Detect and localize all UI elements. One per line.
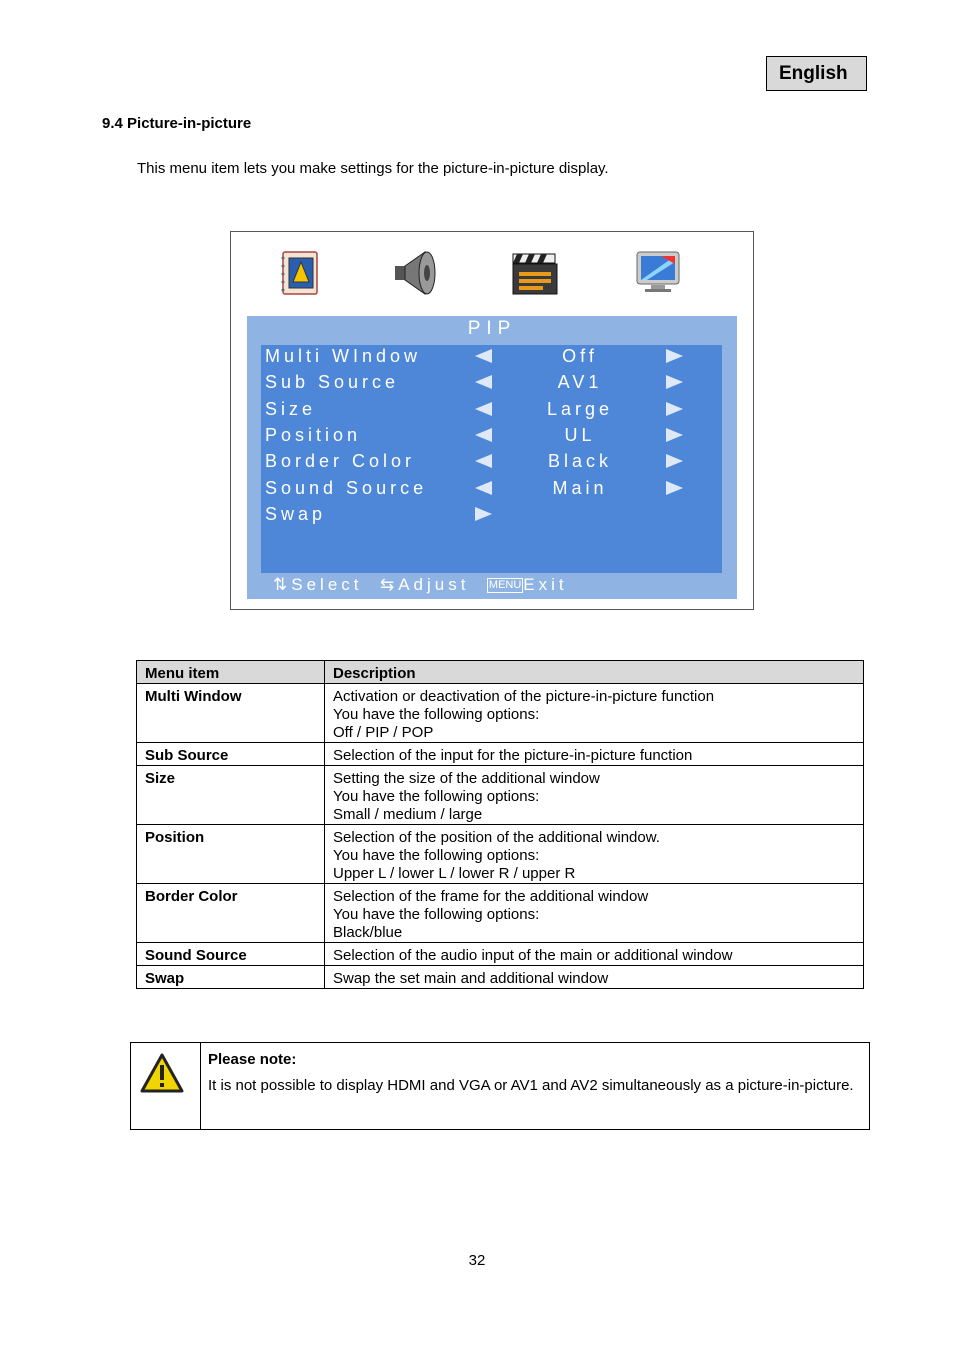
- osd-row-size[interactable]: [265, 399, 715, 425]
- menu-key-icon: MENU: [488, 579, 522, 591]
- description-line: Upper L / lower L / lower R / upper R: [333, 865, 576, 882]
- description-line: Selection of the frame for the additional window: [333, 888, 649, 905]
- arrow-right-icon[interactable]: [666, 481, 683, 495]
- osd-row-value: UL: [564, 425, 596, 445]
- speaker-icon: [391, 248, 441, 298]
- osd-row-value: Off: [562, 346, 598, 366]
- description-line: Selection of the position of the additional window.: [333, 829, 660, 846]
- arrow-left-icon[interactable]: [475, 454, 492, 468]
- menu-description-table: [136, 660, 864, 989]
- osd-row-border-color[interactable]: [265, 451, 715, 477]
- osd-row-label: Position: [265, 425, 362, 445]
- section-heading: 9.4 Picture-in-picture: [102, 115, 252, 132]
- adjust-hint: Adjust: [398, 575, 470, 594]
- description-line: Selection of the input for the picture-in-picture function: [333, 747, 693, 764]
- osd-row-label: Multi WIndow: [265, 346, 422, 366]
- description-line: Small / medium / large: [333, 806, 483, 823]
- column-header-menu-item: Menu item: [137, 661, 325, 684]
- arrow-right-icon[interactable]: [475, 507, 492, 521]
- select-hint: Select: [291, 575, 363, 594]
- description-line: Swap the set main and additional window: [333, 970, 609, 987]
- column-header-description: Description: [325, 661, 864, 684]
- up-down-arrows-icon: ⇅: [273, 575, 292, 594]
- description-cell: [325, 825, 864, 884]
- osd-row-swap[interactable]: [265, 504, 715, 530]
- description-cell: [325, 743, 864, 766]
- arrow-right-icon[interactable]: [666, 349, 683, 363]
- osd-row-multi-window[interactable]: [265, 346, 715, 372]
- description-line: Black/blue: [333, 924, 403, 941]
- table-row: [137, 766, 864, 825]
- table-row: [137, 966, 864, 989]
- osd-row-value: AV1: [557, 372, 603, 392]
- table-row: [137, 884, 864, 943]
- menu-item-cell: Sub Source: [137, 743, 325, 766]
- osd-row-value: Large: [546, 399, 614, 419]
- description-cell: [325, 884, 864, 943]
- note-title: Please note:: [208, 1051, 297, 1068]
- pip-menu-list: [261, 345, 722, 573]
- arrow-right-icon[interactable]: [666, 454, 683, 468]
- osd-row-sound-source[interactable]: [265, 478, 715, 504]
- osd-screenshot: [230, 231, 754, 610]
- arrow-left-icon[interactable]: [475, 428, 492, 442]
- arrow-left-icon[interactable]: [475, 481, 492, 495]
- intro-text: This menu item lets you make settings for the picture-in-picture display.: [137, 160, 609, 177]
- osd-row-label: Size: [265, 399, 317, 419]
- note-box: [130, 1042, 870, 1130]
- page-number: 32: [468, 1252, 486, 1269]
- arrow-left-icon[interactable]: [475, 375, 492, 389]
- left-right-arrows-icon: ⇆: [379, 575, 399, 594]
- exit-hint: Exit: [523, 575, 568, 594]
- menu-item-cell: Sound Source: [137, 943, 325, 966]
- language-tab: English: [766, 56, 867, 91]
- osd-row-value: Black: [547, 451, 612, 471]
- note-body: It is not possible to display HDMI and VGA or AV1 and AV2 simultaneously as a picture-in-picture.: [208, 1077, 854, 1094]
- menu-item-cell: Border Color: [137, 884, 325, 943]
- table-row: [137, 684, 864, 743]
- description-line: You have the following options:: [333, 906, 540, 923]
- description-cell: [325, 684, 864, 743]
- picture-menu-icon: [275, 248, 325, 298]
- clapperboard-icon: [509, 248, 559, 298]
- description-cell: [325, 943, 864, 966]
- description-line: You have the following options:: [333, 788, 540, 805]
- osd-row-label: Swap: [265, 504, 327, 524]
- arrow-left-icon[interactable]: [475, 349, 492, 363]
- description-cell: [325, 966, 864, 989]
- osd-row-label: Sound Source: [265, 478, 428, 498]
- description-line: You have the following options:: [333, 706, 540, 723]
- description-line: You have the following options:: [333, 847, 540, 864]
- osd-row-value: Main: [552, 478, 608, 498]
- monitor-icon: [633, 248, 683, 298]
- arrow-right-icon[interactable]: [666, 375, 683, 389]
- arrow-left-icon[interactable]: [475, 402, 492, 416]
- description-line: Off / PIP / POP: [333, 724, 434, 741]
- table-row: [137, 943, 864, 966]
- description-line: Activation or deactivation of the picture-in-picture function: [333, 688, 715, 705]
- description-cell: [325, 766, 864, 825]
- menu-item-cell: Multi Window: [137, 684, 325, 743]
- pip-menu-title: PIP: [467, 318, 517, 339]
- arrow-right-icon[interactable]: [666, 402, 683, 416]
- osd-footer-hints: [273, 575, 568, 595]
- menu-item-cell: Position: [137, 825, 325, 884]
- note-icon-cell: [131, 1043, 201, 1129]
- osd-row-label: Border Color: [265, 451, 416, 471]
- description-line: Selection of the audio input of the main or additional window: [333, 947, 733, 964]
- osd-row-position[interactable]: [265, 425, 715, 451]
- description-line: Setting the size of the additional window: [333, 770, 600, 787]
- menu-item-cell: Swap: [137, 966, 325, 989]
- menu-item-cell: Size: [137, 766, 325, 825]
- osd-row-label: Sub Source: [265, 372, 400, 392]
- warning-icon: [140, 1053, 184, 1093]
- pip-menu-panel: [247, 316, 737, 599]
- table-row: [137, 743, 864, 766]
- table-header-row: [137, 661, 864, 684]
- osd-row-sub-source[interactable]: [265, 372, 715, 398]
- table-row: [137, 825, 864, 884]
- arrow-right-icon[interactable]: [666, 428, 683, 442]
